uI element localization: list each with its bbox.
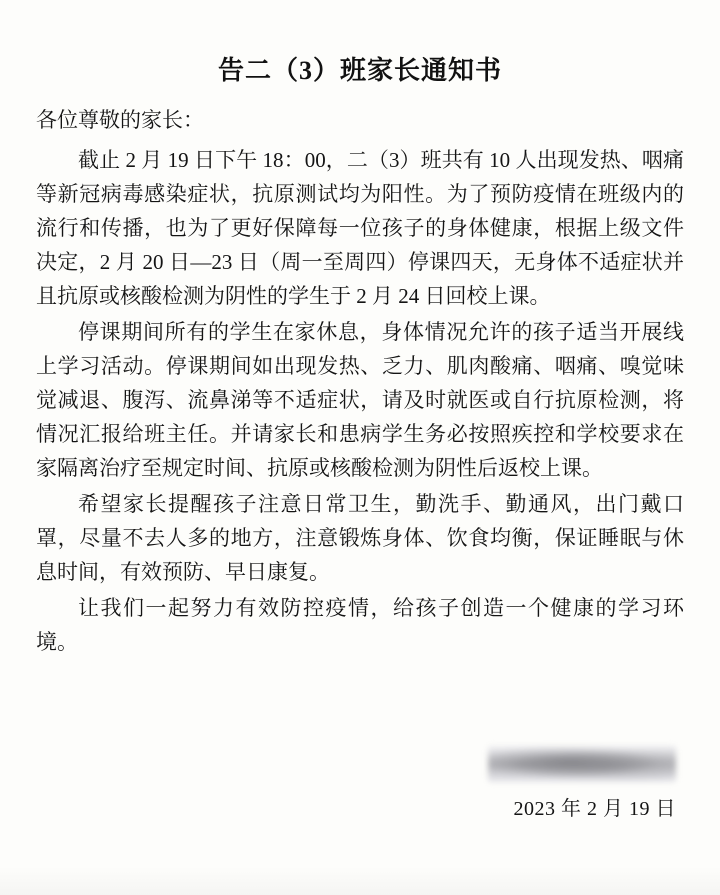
body-paragraph-3: 希望家长提醒孩子注意日常卫生，勤洗手、勤通风，出门戴口罩，尽量不去人多的地方，注意锻炼身体、饮食均衡，保证睡眠与休息时间，有效预防、早日康复。	[36, 491, 684, 584]
body-paragraph-1: 截止 2 月 19 日下午 18：00，二（3）班共有 10 人出现发热、咽痛等新冠病毒感染症状，抗原测试均为阳性。为了预防疫情在班级内的流行和传播，也为了更好保障每一位孩子的身体健康，根据上级文件决定，2 月 20 日—23 日（周一至周四）停课四天，无身体不适症状并且抗原或核酸检测为阴性的学生于 2 月 24 日回校上课。	[36, 147, 684, 308]
document-date: 2023 年 2 月 19 日	[513, 798, 676, 820]
body-paragraph-4: 让我们一起努力有效防控疫情，给孩子创造一个健康的学习环境。	[36, 595, 684, 654]
salutation: 各位尊敬的家长：	[36, 108, 204, 132]
body-paragraph-2: 停课期间所有的学生在家休息，身体情况允许的孩子适当开展线上学习活动。停课期间如出现发热、乏力、肌肉酸痛、咽痛、嗅觉味觉减退、腹泻、流鼻涕等不适症状，请及时就医或自行抗原检测，将情况汇报给班主任。并请家长和患病学生务必按照疾控和学校要求在家隔离治疗至规定时间、抗原或核酸检测为阴性后返校上课。	[36, 319, 684, 480]
redacted-signature	[488, 746, 676, 782]
paper-bottom-edge	[0, 867, 720, 895]
signature-block	[488, 746, 676, 821]
page-title: 告二（3）班家长通知书	[217, 56, 502, 85]
